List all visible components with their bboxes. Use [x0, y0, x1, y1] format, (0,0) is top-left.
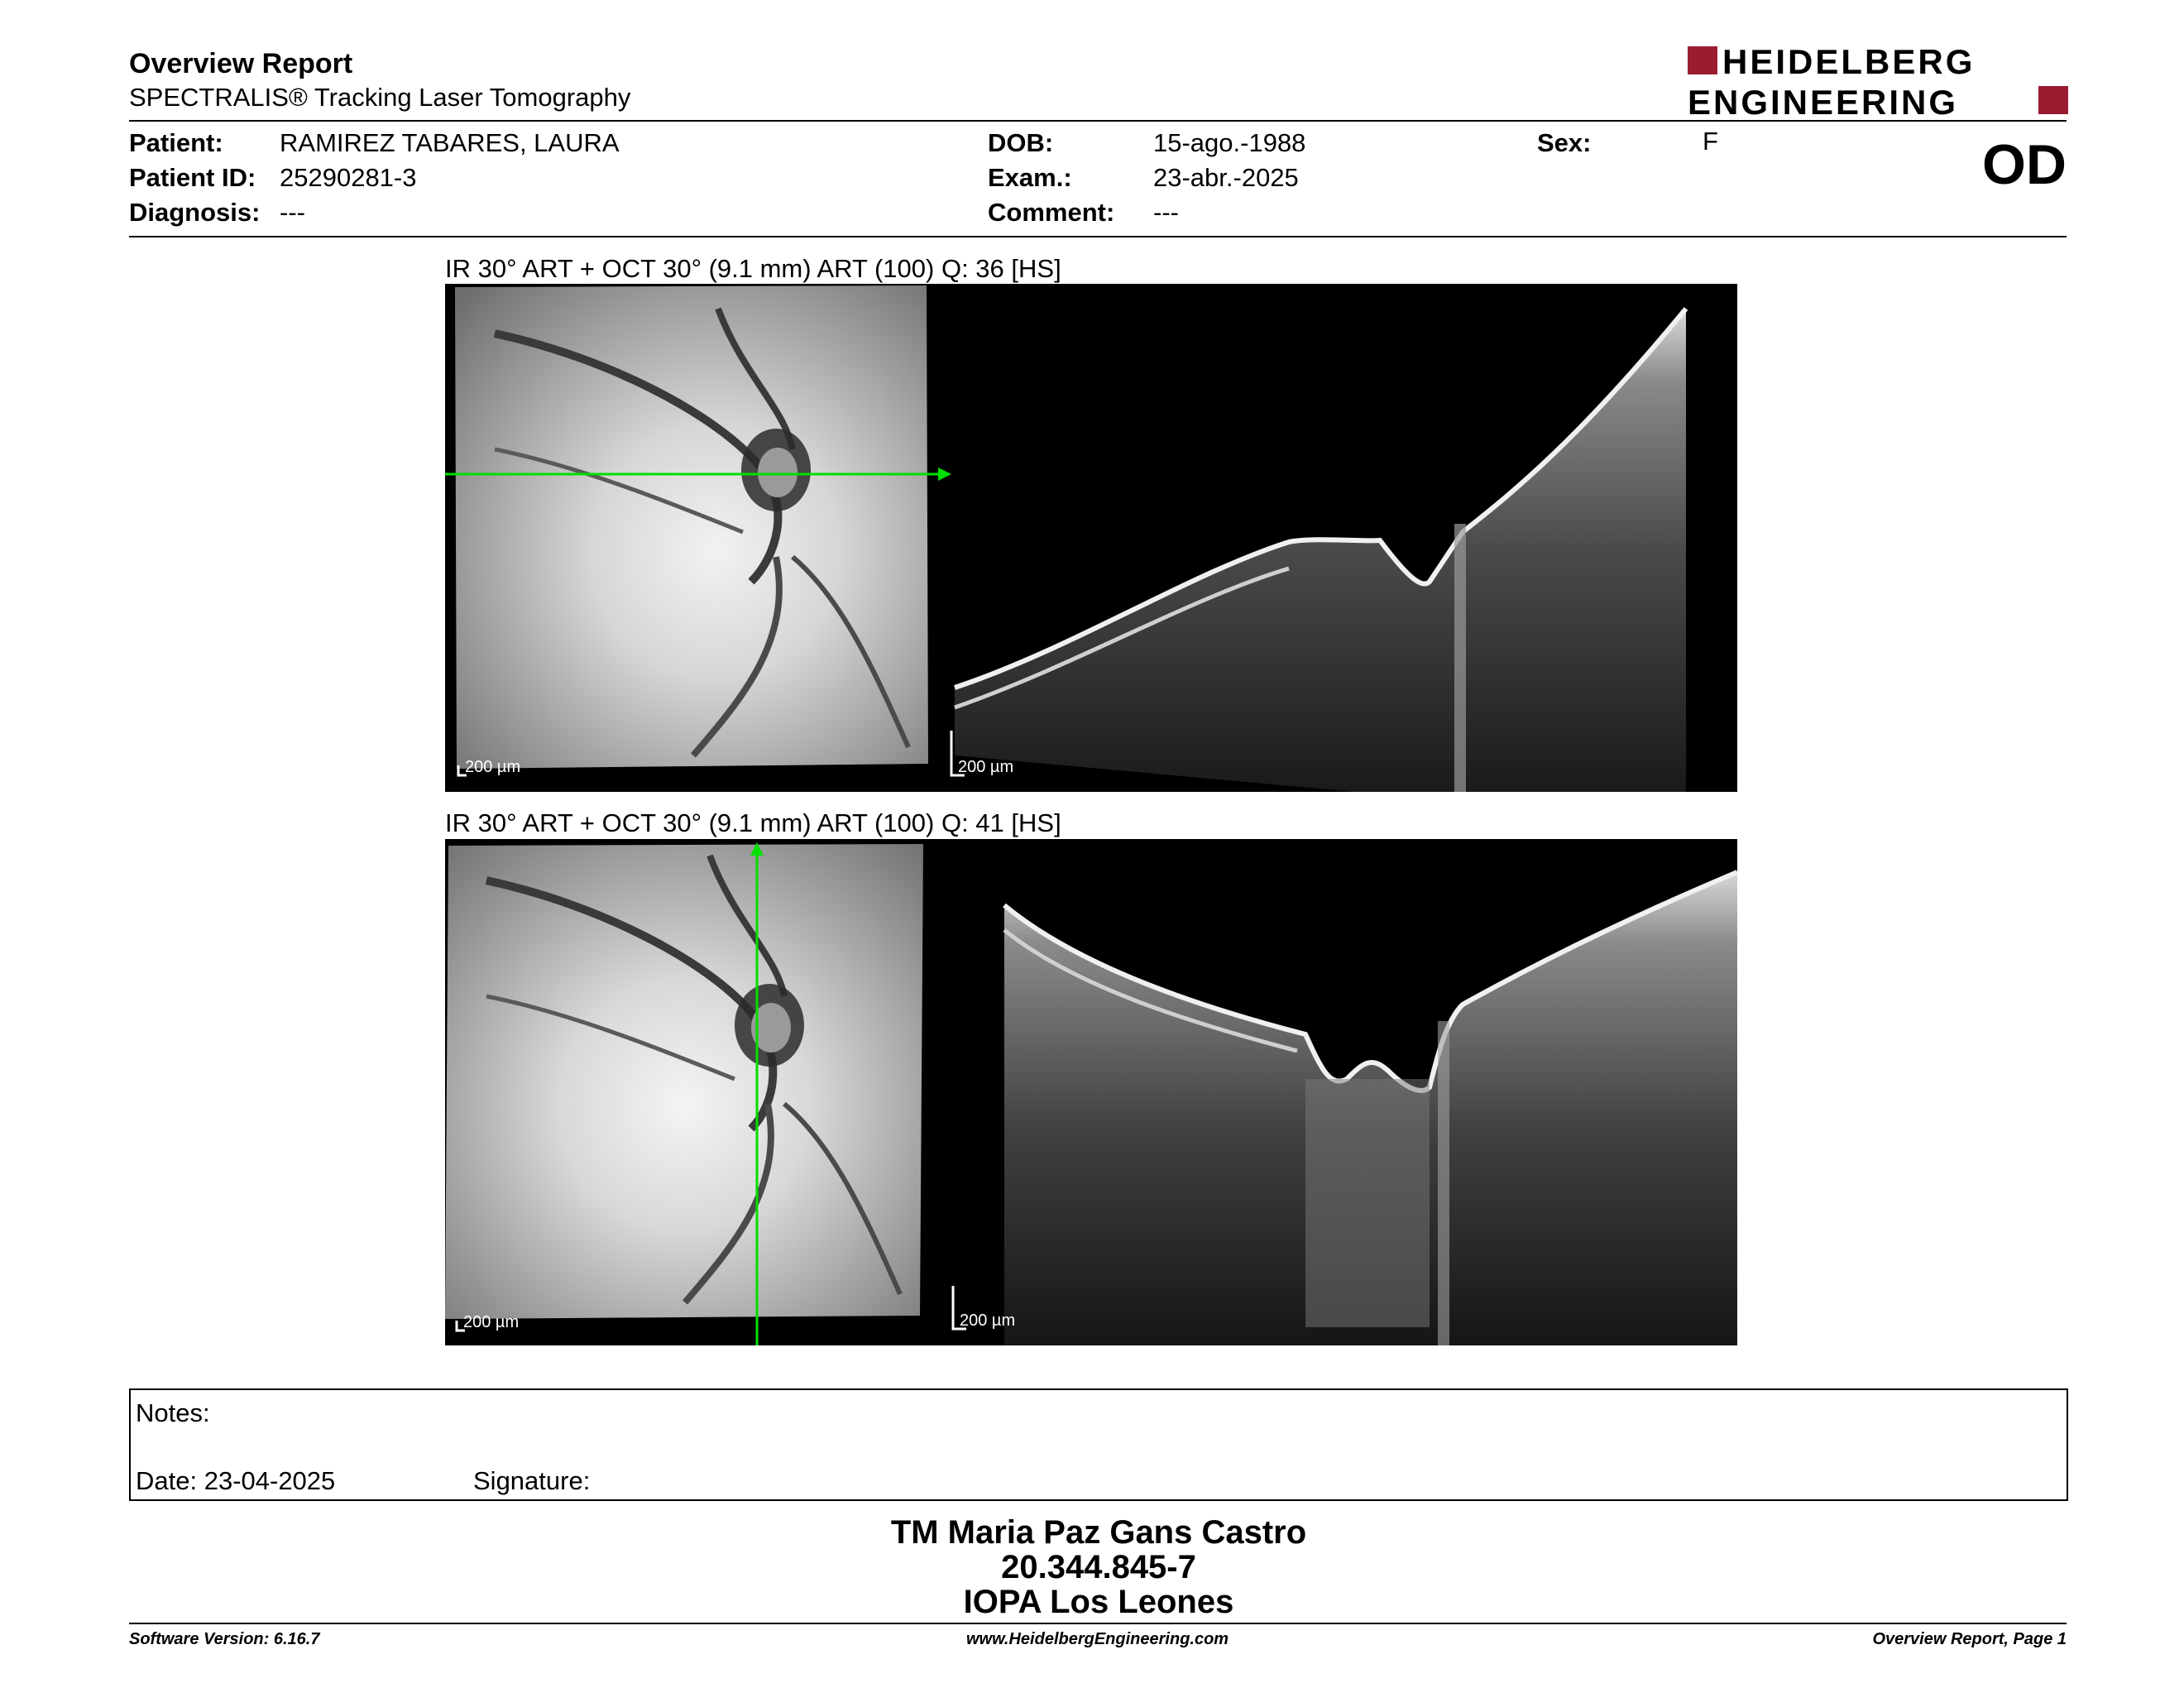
- signer-id: 20.344.845-7: [1001, 1549, 1196, 1585]
- report-subtitle: SPECTRALIS® Tracking Laser Tomography: [129, 83, 631, 112]
- notes-label: Notes:: [136, 1398, 210, 1427]
- header-divider: [129, 120, 2067, 122]
- signer-institution: IOPA Los Leones: [963, 1584, 1234, 1620]
- notes-box[interactable]: [129, 1388, 2068, 1501]
- sex-value: F: [1703, 127, 1718, 156]
- patient-label: Patient:: [129, 128, 223, 157]
- heidelberg-logo: [1688, 45, 2068, 119]
- fundus-image-1: [455, 285, 928, 769]
- exam-value: 23-abr.-2025: [1153, 163, 1299, 192]
- sex-label: Sex:: [1537, 128, 1592, 157]
- scan-image-1: [445, 284, 1737, 792]
- signer-name: TM Maria Paz Gans Castro: [890, 1514, 1307, 1551]
- comment-label: Comment:: [988, 198, 1115, 227]
- patient-name: RAMIREZ TABARES, LAURA: [280, 128, 620, 157]
- report-title: Overview Report: [129, 48, 353, 79]
- patient-id-label: Patient ID:: [129, 163, 256, 192]
- scan-arrow-1: [938, 468, 951, 481]
- patient-id: 25290281-3: [280, 163, 417, 192]
- footer-divider: [129, 1623, 2067, 1624]
- page-number: Overview Report, Page 1: [1872, 1630, 2067, 1648]
- fundus-image-2: [445, 844, 923, 1319]
- exam-label: Exam.:: [988, 163, 1072, 192]
- scan-title-1: IR 30° ART + OCT 30° (9.1 mm) ART (100) Q: 36 [HS]: [445, 254, 1061, 283]
- scan-title-2: IR 30° ART + OCT 30° (9.1 mm) ART (100) Q: 41 [HS]: [445, 808, 1061, 837]
- scan-panel-2: [445, 839, 1737, 1345]
- software-version: Software Version: 6.16.7: [129, 1630, 320, 1648]
- logo-line2: ENGINEERING: [1688, 83, 1959, 119]
- logo-line1: HEIDELBERG: [1722, 45, 1976, 81]
- oct-bscan-2: [1004, 872, 1737, 1345]
- notes-signature-label: Signature:: [473, 1466, 591, 1495]
- eye-laterality: OD: [1982, 133, 2067, 196]
- notes-date: Date: 23-04-2025: [136, 1466, 336, 1495]
- scan-image-2: [445, 839, 1737, 1345]
- website-link[interactable]: www.HeidelbergEngineering.com: [966, 1630, 1229, 1648]
- oct-scale-label-1: 200 µm: [958, 758, 1014, 776]
- diagnosis-label: Diagnosis:: [129, 198, 261, 227]
- oct-scale-label-2: 200 µm: [960, 1312, 1016, 1330]
- oct-bscan-1: [955, 309, 1686, 792]
- fundus-scale-label-2: 200 µm: [463, 1313, 520, 1331]
- diagnosis-value: ---: [280, 198, 305, 227]
- dob-value: 15-ago.-1988: [1153, 128, 1306, 157]
- comment-value: ---: [1153, 198, 1179, 227]
- scan-panel-1: [445, 284, 1737, 792]
- patient-divider: [129, 236, 2067, 237]
- fundus-scale-label-1: 200 µm: [465, 758, 521, 776]
- dob-label: DOB:: [988, 128, 1054, 157]
